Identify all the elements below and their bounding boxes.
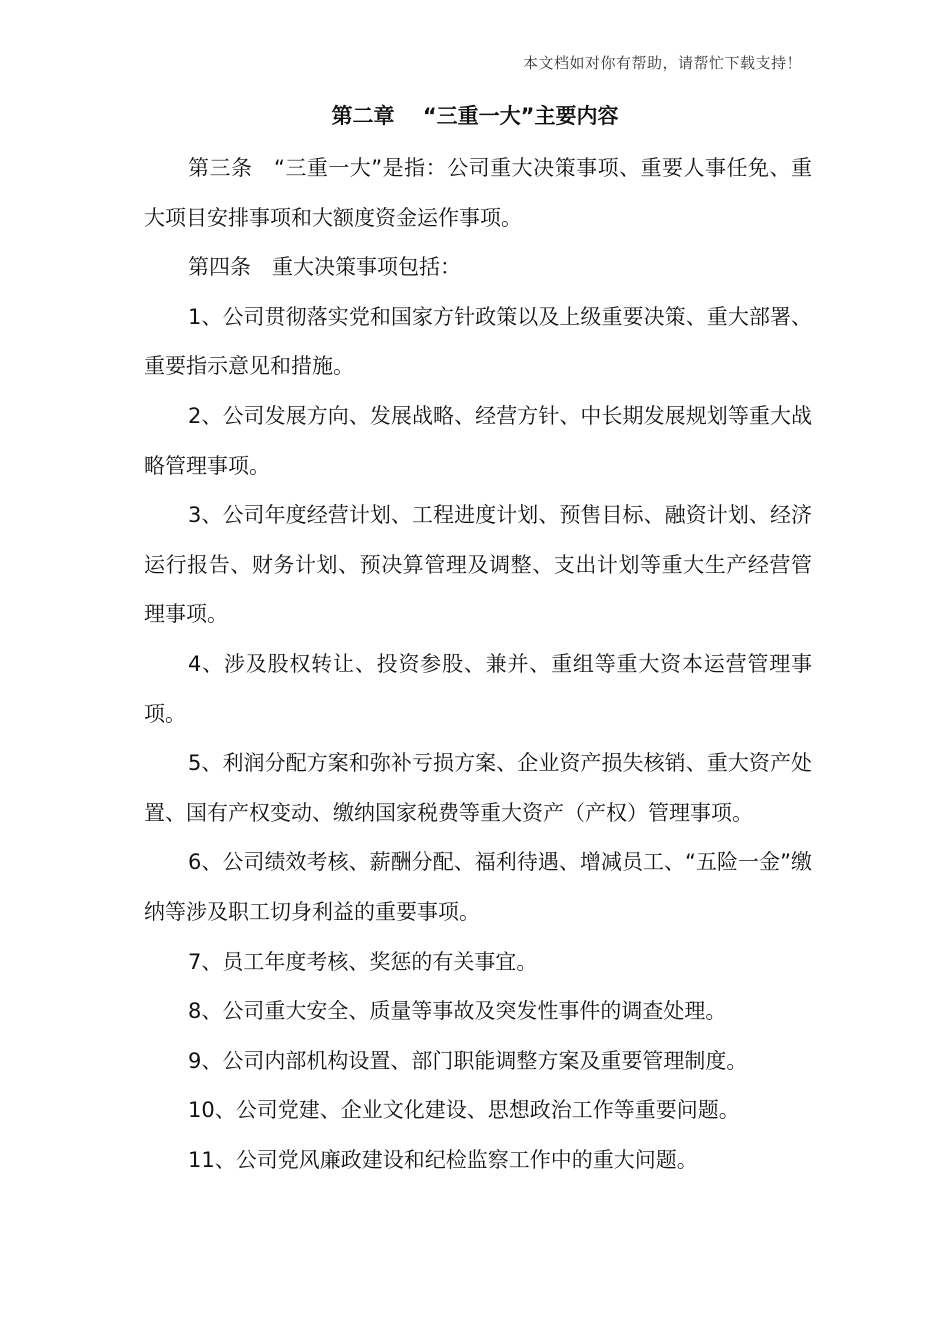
list-item-1: 1、公司贯彻落实党和国家方针政策以及上级重要决策、重大部署、重要指示意见和措施。 — [144, 304, 812, 379]
list-item-10: 10、公司党建、企业文化建设、思想政治工作等重要问题。 — [188, 1098, 740, 1123]
document-body — [144, 144, 812, 1185]
list-item-5: 5、利润分配方案和弥补亏损方案、企业资产损失核销、重大资产处置、国有产权变动、缴纳国家税费等重大资产（产权）管理事项。 — [144, 751, 812, 825]
chapter-title: 第二章 “三重一大”主要内容 — [331, 104, 619, 128]
list-item-6: 6、公司绩效考核、薪酬分配、福利待遇、增减员工、“五险一金”缴纳等涉及职工切身利益的重要事项。 — [144, 850, 812, 924]
list-item-3: 3、公司年度经营计划、工程进度计划、预售目标、融资计划、经济运行报告、财务计划、预决算管理及调整、支出计划等重大生产经营管理事项。 — [144, 503, 812, 627]
list-item-9: 9、公司内部机构设置、部门职能调整方案及重要管理制度。 — [188, 1048, 748, 1073]
list-item-4: 4、涉及股权转让、投资参股、兼并、重组等重大资本运营管理事项。 — [144, 651, 812, 726]
article-4-paragraph: 第四条 重大决策事项包括： — [188, 255, 461, 280]
article-3-paragraph: 第三条 “三重一大”是指：公司重大决策事项、重要人事任免、重大项目安排事项和大额度资金运作事项。 — [144, 156, 812, 230]
header-note: 本文档如对你有帮助，请帮忙下载支持！ — [522, 54, 802, 72]
list-item-11: 11、公司党风廉政建设和纪检监察工作中的重大问题。 — [188, 1147, 698, 1172]
list-item-2: 2、公司发展方向、发展战略、经营方针、中长期发展规划等重大战略管理事项。 — [144, 403, 812, 478]
list-item-8: 8、公司重大安全、质量等事故及突发性事件的调查处理。 — [188, 999, 727, 1024]
list-item-7: 7、员工年度考核、奖惩的有关事宜。 — [188, 949, 538, 974]
